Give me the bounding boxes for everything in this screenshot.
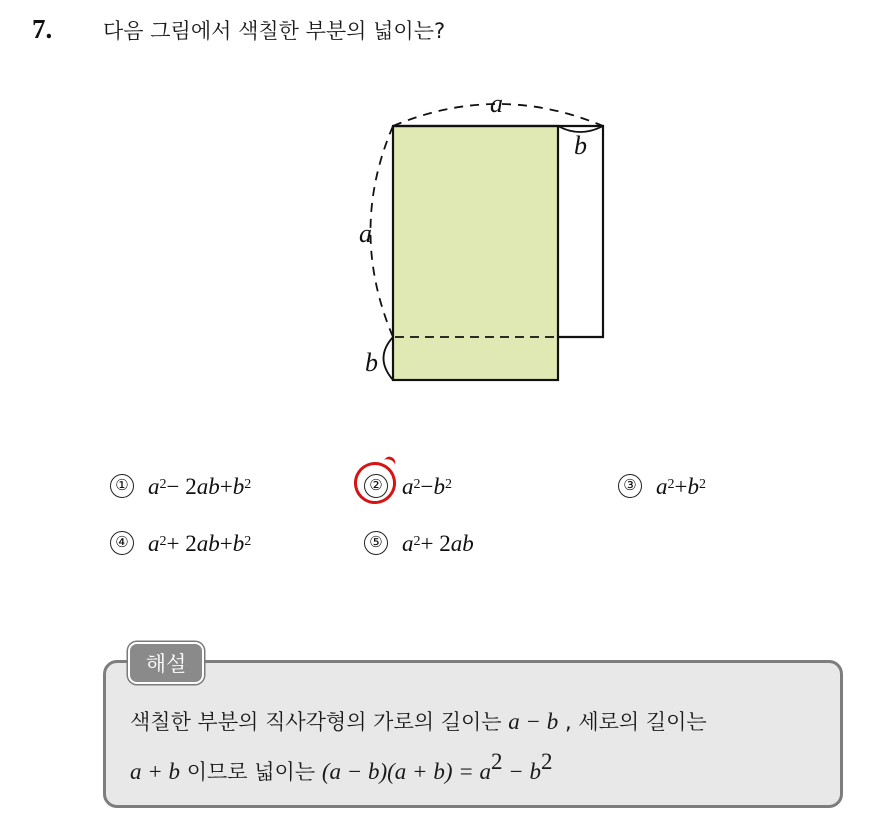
question-text: 다음 그림에서 색칠한 부분의 넓이는? — [103, 19, 446, 43]
explanation-tab: 해설 — [128, 642, 204, 684]
label-top-a: a — [490, 89, 503, 118]
question-number: 7. — [32, 14, 53, 44]
choice-4[interactable]: ④ a $^2$ + 2 ab + b $^2$ — [110, 527, 251, 561]
bottom-small-arc — [384, 337, 394, 380]
explanation-line-2: a + b 이므로 넓이는 $(a - b)(a + b) = a^2 - b^2$ — [130, 749, 553, 784]
choice-number: ⑤ — [364, 531, 388, 555]
choice-number: ③ — [618, 474, 642, 498]
label-right-b: b — [574, 131, 587, 160]
explanation-box — [103, 660, 843, 808]
choice-3[interactable]: ③ a $^2$ + b $^2$ — [618, 470, 706, 504]
choice-5[interactable]: ⑤ a $^2$ + 2 ab — [364, 527, 474, 561]
shaded-rectangle — [393, 126, 558, 380]
explanation-line-1: 색칠한 부분의 직사각형의 가로의 길이는 a − b , 세로의 길이는 — [130, 709, 707, 734]
choice-number: ④ — [110, 531, 134, 555]
choice-1[interactable]: ① a $^2$ − 2 ab + b $^2$ — [110, 470, 251, 504]
label-bottom-b: b — [365, 348, 378, 377]
choice-2[interactable]: ② a $^2$ − b $^2$ — [364, 470, 452, 504]
left-arc — [371, 126, 394, 337]
geometry-figure — [340, 88, 630, 398]
label-left-a: a — [359, 219, 372, 248]
choice-number: ② — [364, 474, 388, 498]
choice-number: ① — [110, 474, 134, 498]
